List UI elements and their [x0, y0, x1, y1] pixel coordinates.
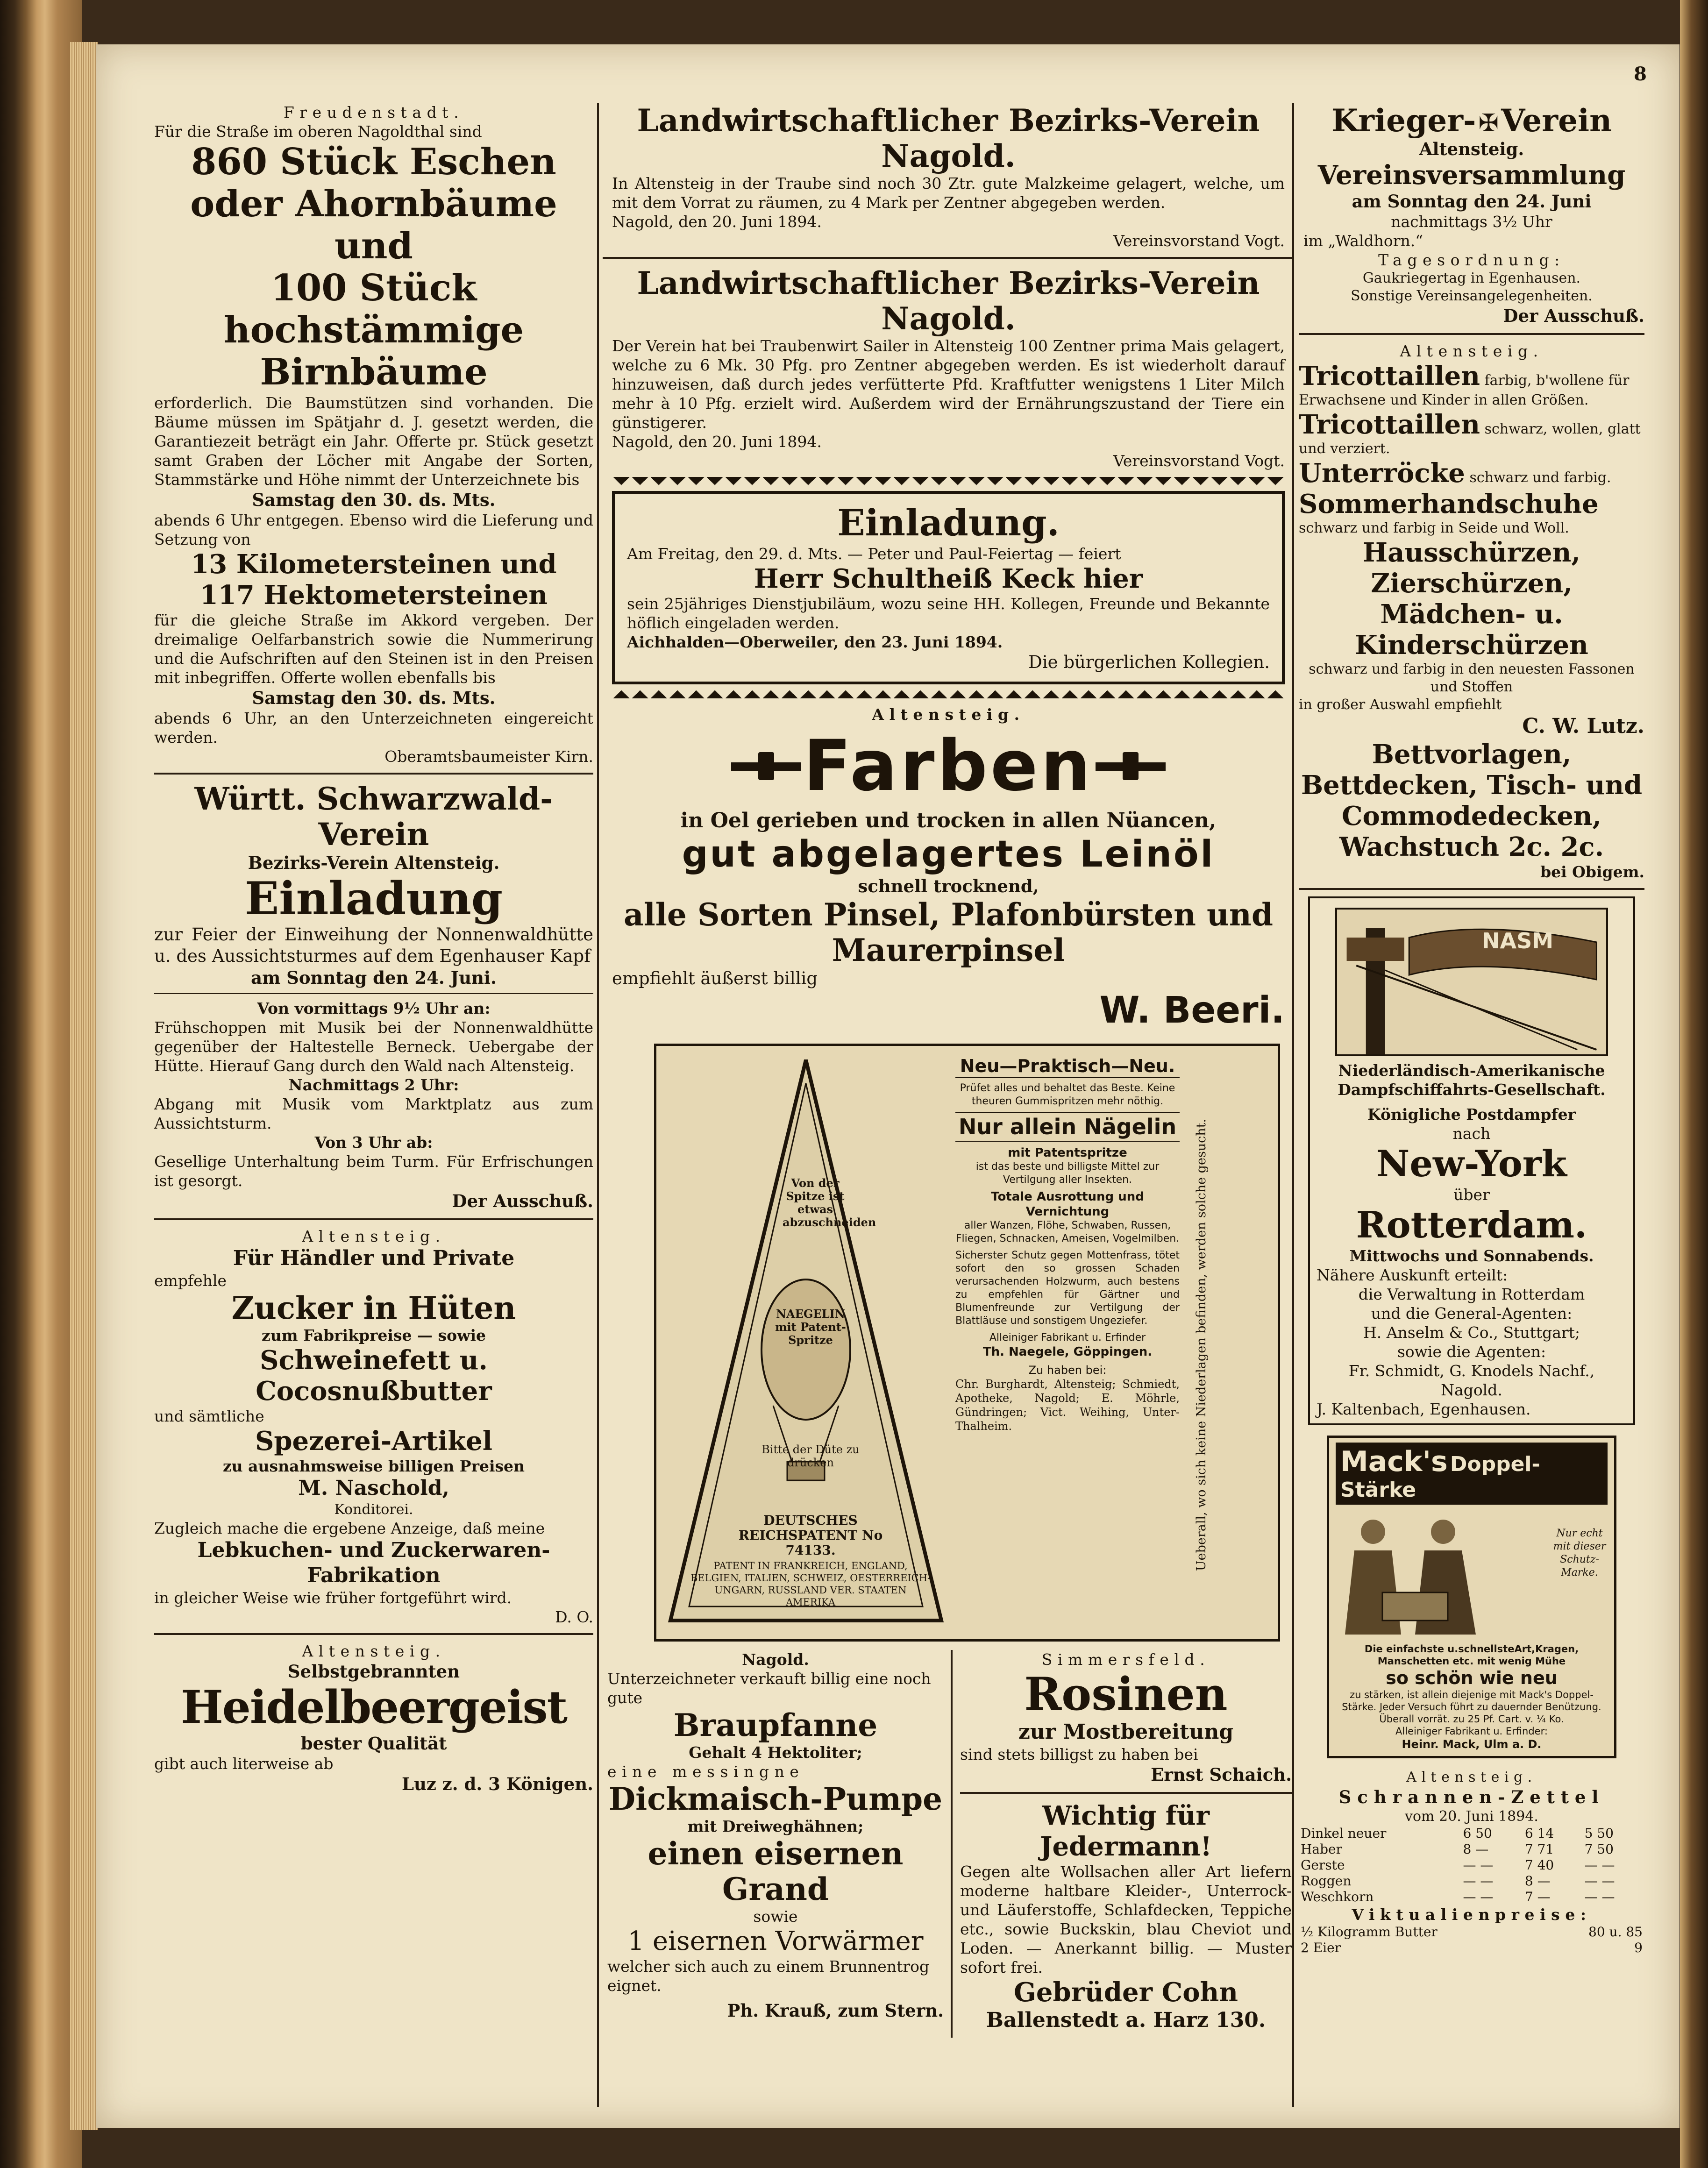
side-note: Nur echt mit dieser Schutz-Marke.: [1553, 1528, 1606, 1578]
dealers: Chr. Burghardt, Altensteig; Schmiedt, Apotheke, Nagold; E. Möhrle, Gündringen; Vict. Weihing, Unter-Thalheim.: [955, 1378, 1180, 1433]
three-head: Von 3 Uhr ab:: [314, 1133, 433, 1152]
sub-5: aller Wanzen, Flöhe, Schwaben, Russen, Fliegen, Schnacken, Ameisen, Vogelmilben.: [955, 1220, 1180, 1244]
item-hektometersteine: 117 Hektometersteinen: [199, 580, 548, 611]
agenda-head: Tagesordnung:: [1378, 251, 1565, 269]
date: am Sonntag den 24. Juni: [1352, 191, 1592, 212]
title: Farben: [803, 725, 1094, 807]
page-edges: [70, 42, 98, 2130]
dealers-head: Zu haben bei:: [1028, 1364, 1107, 1377]
place: Altensteig.: [302, 1227, 446, 1245]
item: Heidelbeergeist: [181, 1681, 567, 1734]
body-2: abends 6 Uhr entgegen. Ebenso wird die Lieferung und Setzung von: [154, 511, 593, 548]
line-1: in Oel gerieben und trocken in allen Nüancen,: [680, 809, 1217, 832]
triangle-text-balloon: NAEGELIN mit Patent-Spritze: [775, 1307, 846, 1347]
page-number: 8: [1634, 63, 1647, 85]
border-ornament-top: [612, 477, 1285, 491]
item-eschen: 860 Stück Eschen oder Ahornbäume und: [190, 141, 557, 267]
sub-1: Prüfet alles und behaltet das Beste. Keine theuren Gummispritzen mehr nöthig.: [960, 1082, 1175, 1107]
item-5-desc: schwarz und farbig in den neuesten Fassonen und Stoffen: [1309, 661, 1635, 695]
signature: Luz z. d. 3 Königen.: [401, 1774, 593, 1794]
noon-head: Nachmittags 2 Uhr:: [288, 1076, 459, 1094]
item-name: ½ Kilogramm Butter: [1301, 1924, 1438, 1940]
place: Altensteig.: [1419, 139, 1524, 159]
sowie: sowie: [753, 1907, 798, 1926]
ad-lutz-textiles: [1299, 341, 1644, 881]
price-mid: 7 —: [1524, 1889, 1551, 1905]
body: gibt auch literweise ab: [154, 1755, 334, 1773]
item-braupfanne-sub: Gehalt 4 Hektoliter;: [689, 1743, 862, 1762]
price-high: — —: [1463, 1857, 1494, 1873]
verein-date: am Sonntag den 24. Juni.: [251, 967, 497, 988]
body: Zugleich mache die ergebene Anzeige, daß meine: [154, 1519, 545, 1537]
item-pumpe-sub: mit Dreiweghähnen;: [687, 1817, 864, 1835]
brand-2: Doppel-Stärke: [1340, 1452, 1540, 1502]
agent-3: J. Kaltenbach, Egenhausen.: [1317, 1400, 1531, 1418]
signature: Oberamtsbaumeister Kirn.: [384, 747, 593, 766]
item-3: Unterröcke: [1299, 458, 1465, 489]
intro: Unterzeichneter verkauft billig eine noch gute: [607, 1670, 931, 1707]
table-row: [1299, 1889, 1644, 1905]
item-vorwaermer-sub: welcher sich auch zu einem Brunnentrog eignet.: [607, 1957, 930, 1995]
item-zucker: Zucker in Hüten: [231, 1290, 516, 1326]
line-4: Überall vorrät. zu 25 Pf. Cart. v. ¼ Ko.: [1379, 1713, 1564, 1725]
price-table: [1299, 1826, 1644, 1905]
column-1: [154, 103, 593, 1795]
triangle-text-mid: Bitte der Düte zu drücken: [761, 1443, 860, 1469]
line-3: zu stärken, ist allein diejenige mit Mack's Doppel-Stärke. Jeder Versuch führt zu dauernder Benützung.: [1342, 1689, 1601, 1713]
item-kilometersteine: 13 Kilometersteinen und: [191, 549, 557, 580]
flag-svg: [1337, 910, 1606, 1054]
cohn-title: Wichtig für Jedermann!: [1040, 1800, 1212, 1862]
body: sind stets billigst zu haben bei: [960, 1745, 1198, 1763]
price-high: — —: [1463, 1889, 1494, 1905]
sub: zur Mostbereitung: [1018, 1720, 1234, 1744]
body-2: in gleicher Weise wie früher fortgeführt wird.: [154, 1589, 512, 1607]
grain-name: Roggen: [1301, 1873, 1352, 1889]
sub-4: Totale Ausrottung und Vernichtung: [991, 1190, 1144, 1219]
verein-intro: zur Feier der Einweihung der Nonnenwaldhütte u. des Aussichtsturmes auf dem Egenhauser Kapf: [154, 924, 593, 966]
item-2-desc: schwarz, wollen, glatt und verziert.: [1299, 421, 1641, 457]
ueber: über: [1453, 1186, 1490, 1204]
item-braupfanne: Braupfanne: [673, 1707, 878, 1743]
washerwomen-svg: [1336, 1508, 1490, 1639]
brand-row: [1336, 1443, 1608, 1505]
venue: im „Waldhorn.“: [1303, 232, 1423, 250]
item-4: Sommerhandschuhe: [1299, 489, 1599, 519]
item-6-note: bei Obigem.: [1540, 863, 1644, 881]
title-right: Verein: [1501, 102, 1612, 139]
invitation-box: [612, 491, 1285, 684]
sub-3: ist das beste und billigste Mittel zur Vertilgung aller Insekten.: [975, 1161, 1160, 1186]
cohn-signature: Gebrüder Cohn: [1014, 1977, 1238, 2008]
morning-head: Von vormittags 9½ Uhr an:: [257, 999, 491, 1017]
grain-name: Gerste: [1301, 1857, 1345, 1873]
divider: [154, 1218, 593, 1220]
washerwomen-illustration: [1336, 1508, 1608, 1639]
info-2: die Verwaltung in Rotterdam: [1358, 1285, 1585, 1303]
flag-illustration: [1335, 908, 1608, 1056]
line-2: so schön wie neu: [1386, 1668, 1558, 1688]
flag-label: NASM: [1482, 928, 1554, 953]
price-low: — —: [1584, 1873, 1615, 1889]
price-mid: 7 71: [1524, 1841, 1554, 1857]
column-rule-1: [597, 103, 599, 2107]
price-mid: 6 14: [1524, 1826, 1554, 1841]
cohn-body: Gegen alte Wollsachen aller Art liefern moderne haltbare Kleider-, Unterrock- und Läuferstoffe, Schlafdecken, Teppiche etc., sowie Buckskin, blau Cheviot und Loden. — Anerkannt billig. — Muster sofort frei.: [960, 1862, 1292, 1976]
line-4: alle Sorten Pinsel, Plafonbürsten und Maurerpinsel: [623, 896, 1274, 968]
item-zucker-sub: zum Fabrikpreise — sowie: [261, 1326, 486, 1344]
bottom-split: [603, 1650, 1294, 2038]
nach: nach: [1452, 1124, 1491, 1143]
divider: [1299, 888, 1644, 890]
ad-macks-doppelstaerke: [1327, 1436, 1616, 1758]
vict-title: Viktualienpreise:: [1352, 1905, 1592, 1924]
info-3: und die General-Agenten:: [1371, 1304, 1573, 1322]
victuals-table: [1299, 1924, 1644, 1956]
line-1: Am Freitag, den 29. d. Mts. — Peter und Paul-Feiertag — feiert: [627, 545, 1121, 563]
ad-schwarzwaldverein: [154, 781, 593, 1212]
table-row: [1299, 1841, 1644, 1857]
next-page-edge: [1680, 0, 1708, 2168]
morning-text: Frühschoppen mit Musik bei der Nonnenwaldhütte gegenüber der Haltestelle Berneck. Uebergabe der Hütte. Hierauf Gang durch den Wald nach Altensteig.: [154, 1018, 593, 1075]
deadline: Samstag den 30. ds. Mts.: [252, 490, 496, 510]
line-6: Heinr. Mack, Ulm a. D.: [1402, 1738, 1542, 1751]
ad-heidelbeergeist: [154, 1642, 593, 1795]
honoree: Herr Schultheiß Keck hier: [754, 563, 1143, 594]
item-spezerei-sub: zu ausnahmsweise billigen Preisen: [222, 1457, 525, 1475]
item-birnbaeume: 100 Stück hochstämmige Birnbäume: [223, 267, 524, 393]
destination-newyork: New-York: [1376, 1143, 1567, 1185]
border-ornament-bottom: [612, 684, 1285, 698]
place: Altensteig.: [1400, 342, 1544, 360]
signature: Ernst Schaich.: [1151, 1764, 1292, 1785]
price-low: 7 50: [1584, 1841, 1614, 1857]
maker-name: Th. Naegele, Göppingen.: [982, 1345, 1153, 1359]
item-3-desc: schwarz und farbig.: [1469, 469, 1611, 486]
divider: [154, 773, 593, 775]
sub-2: mit Patentspritze: [1008, 1146, 1127, 1160]
item-price: 9: [1634, 1940, 1643, 1955]
line-2: gut abgelagertes Leinöl: [682, 833, 1215, 875]
grain-name: Weschkorn: [1301, 1889, 1374, 1905]
grain-name: Dinkel neuer: [1301, 1826, 1387, 1841]
item-name: 2 Eier: [1301, 1940, 1341, 1955]
item-price: 80 u. 85: [1588, 1924, 1643, 1940]
line-3: schnell trocknend,: [858, 876, 1039, 896]
column-3: [1299, 103, 1644, 1956]
verein-signature: Der Ausschuß.: [452, 1191, 593, 1211]
intro: Für die Straße im oberen Nagoldthal sind: [154, 122, 482, 141]
item-6: Bettvorlagen, Bettdecken, Tisch- und Commodedecken, Wachstuch 2c. 2c.: [1301, 739, 1643, 862]
item-vorwaermer: 1 eisernen Vorwärmer: [627, 1926, 924, 1956]
product: Nur allein Nägelin: [955, 1112, 1180, 1142]
body: erforderlich. Die Baumstützen sind vorhanden. Die Bäume müssen im Spätjahr d. J. gesetzt werden, die Garantiezeit beträgt ein Jahr. Offerte pr. Stück gesetzt samt Graben der Löcher mit Angabe der Sorten, Stammstärke und Höhe nimmt der Unterzeichnete bis: [154, 394, 593, 489]
place: Simmersfeld.: [1041, 1650, 1210, 1669]
line-2: sein 25jähriges Dienstjubiläum, wozu seine HH. Kollegen, Freunde und Bekannte höflich eingeladen werden.: [627, 595, 1270, 632]
ad-naschold: [154, 1227, 593, 1627]
intro-2: eine messingne: [607, 1763, 804, 1781]
quality: bester Qualität: [300, 1733, 447, 1754]
time: nachmittags 3½ Uhr: [1391, 213, 1552, 231]
cohn-city: Ballenstedt a. Harz 130.: [986, 2008, 1266, 2032]
sub-6: Sicherster Schutz gegen Mottenfrass, tötet sofort den so grossen Schaden verursachenden Holzwurm, auch bestens zu empfehlen für Gärtner und Blumenfreunde zur Vertilgung der Blattläuse und sonstigem Ungeziefer.: [955, 1250, 1180, 1327]
title: Schrannen-Zettel: [1338, 1787, 1605, 1807]
item-grand: einen eisernen Grand: [648, 1835, 904, 1907]
price-mid: 7 40: [1524, 1857, 1554, 1873]
table-row: [1299, 1857, 1644, 1873]
ad-farben: [603, 705, 1294, 1031]
agenda-1: Gaukriegertag in Egenhausen.: [1362, 270, 1581, 286]
divider: [960, 1792, 1292, 1794]
title-left: Krieger-: [1331, 102, 1476, 139]
item-lebkuchen: Lebkuchen- und Zuckerwaren-Fabrikation: [197, 1538, 550, 1587]
merchant-role: Konditorei.: [334, 1501, 413, 1518]
item-schweinefett: Schweinefett u. Cocosnußbutter: [256, 1345, 492, 1407]
merchant-name: M. Naschold,: [298, 1476, 449, 1500]
ad-einladung-jubilaeum: [612, 477, 1285, 698]
naegele-side-note: Ueberall, wo sich keine Niederlagen befinden, werden solche gesucht.: [1194, 1118, 1209, 1571]
farben-title-row: [612, 725, 1285, 807]
signature: Vereinsvorstand Vogt.: [1113, 232, 1285, 250]
noon-text: Abgang mit Musik vom Marktplatz aus zum Aussichtsturm.: [154, 1095, 593, 1132]
head: Selbstgebrannten: [287, 1661, 460, 1682]
body-4: abends 6 Uhr, an den Unterzeichneten eingereicht werden.: [154, 709, 593, 746]
line-1: Die einfachste u.schnellsteArt,Kragen, Manschetten etc. mit wenig Mühe: [1364, 1643, 1579, 1667]
item-2: Tricottaillen: [1299, 409, 1480, 440]
divider: [1299, 333, 1644, 335]
price-low: 5 50: [1584, 1826, 1614, 1841]
body: In Altensteig in der Traube sind noch 30 Ztr. gute Malzkeime gelagert, welche, um mit dem Vorrat zu räumen, zu 4 Mark per Zentner abgegeben werden.: [612, 174, 1285, 212]
ad-rosinen-cohn: [960, 1650, 1292, 2033]
agent-sowie: sowie die Agenten:: [1397, 1343, 1546, 1361]
ad-naegele-insect-powder: [654, 1044, 1280, 1642]
title: Landwirtschaftlicher Bezirks-Verein Nagold.: [637, 102, 1260, 174]
three-text: Gesellige Unterhaltung beim Turm. Für Erfrischungen ist gesorgt.: [154, 1152, 593, 1190]
grain-name: Haber: [1301, 1841, 1342, 1857]
column-rule-inner: [951, 1650, 953, 2038]
place: Freudenstadt.: [283, 103, 464, 121]
head: Vereinsversammlung: [1317, 160, 1626, 191]
iron-cross-icon: ✠: [1478, 109, 1499, 137]
item-5: Hausschürzen, Zierschürzen, Mädchen- u. Kinderschürzen: [1355, 537, 1588, 661]
ad-landwirtschaft-1: [603, 103, 1294, 250]
item-5-recommend: in großer Auswahl empfiehlt: [1299, 697, 1502, 713]
date: vom 20. Juni 1894.: [1405, 1808, 1538, 1825]
price-high: 8 —: [1463, 1841, 1489, 1857]
date: Aichhalden—Oberweiler, den 23. Juni 1894.: [627, 633, 1003, 651]
title-row: [1299, 103, 1644, 138]
signature: Vereinsvorstand Vogt.: [1113, 452, 1285, 470]
signature: Die bürgerlichen Kollegien.: [1028, 652, 1270, 672]
deadline-2: Samstag den 30. ds. Mts.: [252, 688, 496, 708]
ad-schrannenzettel: [1299, 1769, 1644, 1956]
ad-kriegerverein: [1299, 103, 1644, 327]
intro: empfehle: [154, 1272, 227, 1290]
table-row: [1299, 1826, 1644, 1841]
triangle-text-base: PATENT IN FRANKREICH, ENGLAND, BELGIEN, ITALIEN, SCHWEIZ, OESTERREICH-UNGARN, RUSSLAND VER. STAATEN AMERIKA: [690, 1560, 931, 1608]
place: Altensteig.: [872, 705, 1025, 724]
agent-2: Fr. Schmidt, G. Knodels Nachf., Nagold.: [1348, 1362, 1595, 1399]
head: Für Händler und Private: [233, 1246, 515, 1270]
price-low: — —: [1584, 1857, 1615, 1873]
item-1-desc: farbig, b'wollene für Erwachsene und Kinder in allen Größen.: [1299, 372, 1630, 408]
book-spine: [0, 0, 82, 2168]
agent-1: H. Anselm & Co., Stuttgart;: [1363, 1323, 1580, 1342]
initials: D. O.: [555, 1608, 593, 1626]
place: Altensteig.: [302, 1642, 446, 1660]
place: Altensteig.: [1406, 1769, 1537, 1785]
price-high: 6 50: [1463, 1826, 1492, 1841]
verein-title: Einladung: [245, 872, 503, 925]
divider: [603, 257, 1294, 259]
item-spezerei: Spezerei-Artikel: [255, 1426, 493, 1457]
cross-ornament-icon: [731, 752, 801, 780]
company: Niederländisch-Amerikanische Dampfschiffahrts-Gesellschaft.: [1338, 1061, 1606, 1099]
head: Neu—Praktisch—Neu.: [955, 1055, 1180, 1078]
line-5: Alleiniger Fabrikant u. Erfinder:: [1395, 1726, 1548, 1737]
brand: Mack's: [1340, 1445, 1448, 1478]
column-2: [603, 103, 1294, 2038]
table-row: [1299, 1924, 1644, 1940]
merchant-name: C. W. Lutz.: [1522, 714, 1644, 738]
item-intro: und sämtliche: [154, 1407, 264, 1425]
title: Rosinen: [1024, 1668, 1228, 1720]
body-3: für die gleiche Straße im Akkord vergeben. Der dreimalige Oelfarbanstrich sowie die Nummerirung und die Aufschriften auf den Steinen ist in den Preisen mit inbegriffen. Offerte wollen ebenfalls bis: [154, 611, 593, 687]
date: Nagold, den 20. Juni 1894.: [612, 213, 822, 231]
ad-braupfanne: [607, 1650, 944, 2021]
line-5: empfiehlt äußerst billig: [612, 968, 818, 988]
date: Nagold, den 20. Juni 1894.: [612, 433, 822, 451]
table-row: [1299, 1873, 1644, 1889]
verein-branch: Bezirks-Verein Altensteig.: [248, 853, 500, 873]
maker: Alleiniger Fabrikant u. Erfinder: [989, 1332, 1146, 1343]
sub: Königliche Postdampfer: [1367, 1105, 1576, 1123]
cross-ornament-icon: [1096, 752, 1166, 780]
price-mid: 8 —: [1524, 1873, 1551, 1889]
signature: W. Beeri.: [1099, 989, 1285, 1031]
days: Mittwochs und Sonnabends.: [1349, 1247, 1594, 1265]
divider: [154, 993, 593, 994]
ad-landwirtschaft-2: [603, 265, 1294, 470]
item-pumpe: Dickmaisch-Pumpe: [608, 1781, 943, 1817]
destination-rotterdam: Rotterdam.: [1356, 1204, 1587, 1246]
item-4-desc: schwarz und farbig in Seide und Woll.: [1299, 520, 1569, 536]
agenda-2: Sonstige Vereinsangelegenheiten.: [1351, 288, 1593, 304]
price-low: — —: [1584, 1889, 1615, 1905]
body: Der Verein hat bei Traubenwirt Sailer in Altensteig 100 Zentner prima Mais gelagert, welche zu 6 Mk. 30 Pfg. pro Zentner abgegeben werden. Es ist wiederholt darauf hinzuweisen, daß durch jedes verfütterte Pfd. Kraftfutter wenigstens 1 Liter Milch mehr à 10 Pfg. erzielt wird. Außerdem wird der Ernährungszustand der Tiere ein günstigerer.: [612, 337, 1285, 432]
item-1: Tricottaillen: [1299, 361, 1480, 391]
ad-freudenstadt-trees: [154, 103, 593, 766]
triangle-text-left: Von der Spitze ist etwas abzuschneiden: [783, 1176, 876, 1229]
price-high: — —: [1463, 1873, 1494, 1889]
naegele-text-block: [955, 1055, 1180, 1433]
table-row: [1299, 1940, 1644, 1956]
signature: Ph. Krauß, zum Stern.: [727, 2000, 944, 2021]
place: Nagold.: [742, 1650, 809, 1669]
divider: [154, 1633, 593, 1635]
title: Landwirtschaftlicher Bezirks-Verein Nagold.: [637, 265, 1260, 337]
verein-name: Württ. Schwarzwald-Verein: [194, 781, 553, 853]
ad-nasm-shipping: [1308, 896, 1635, 1425]
info: Nähere Auskunft erteilt:: [1317, 1266, 1508, 1284]
title: Einladung.: [837, 502, 1060, 544]
triangle-text-patent: DEUTSCHES REICHSPATENT No 74133.: [738, 1513, 883, 1558]
signature: Der Ausschuß.: [1503, 306, 1644, 326]
